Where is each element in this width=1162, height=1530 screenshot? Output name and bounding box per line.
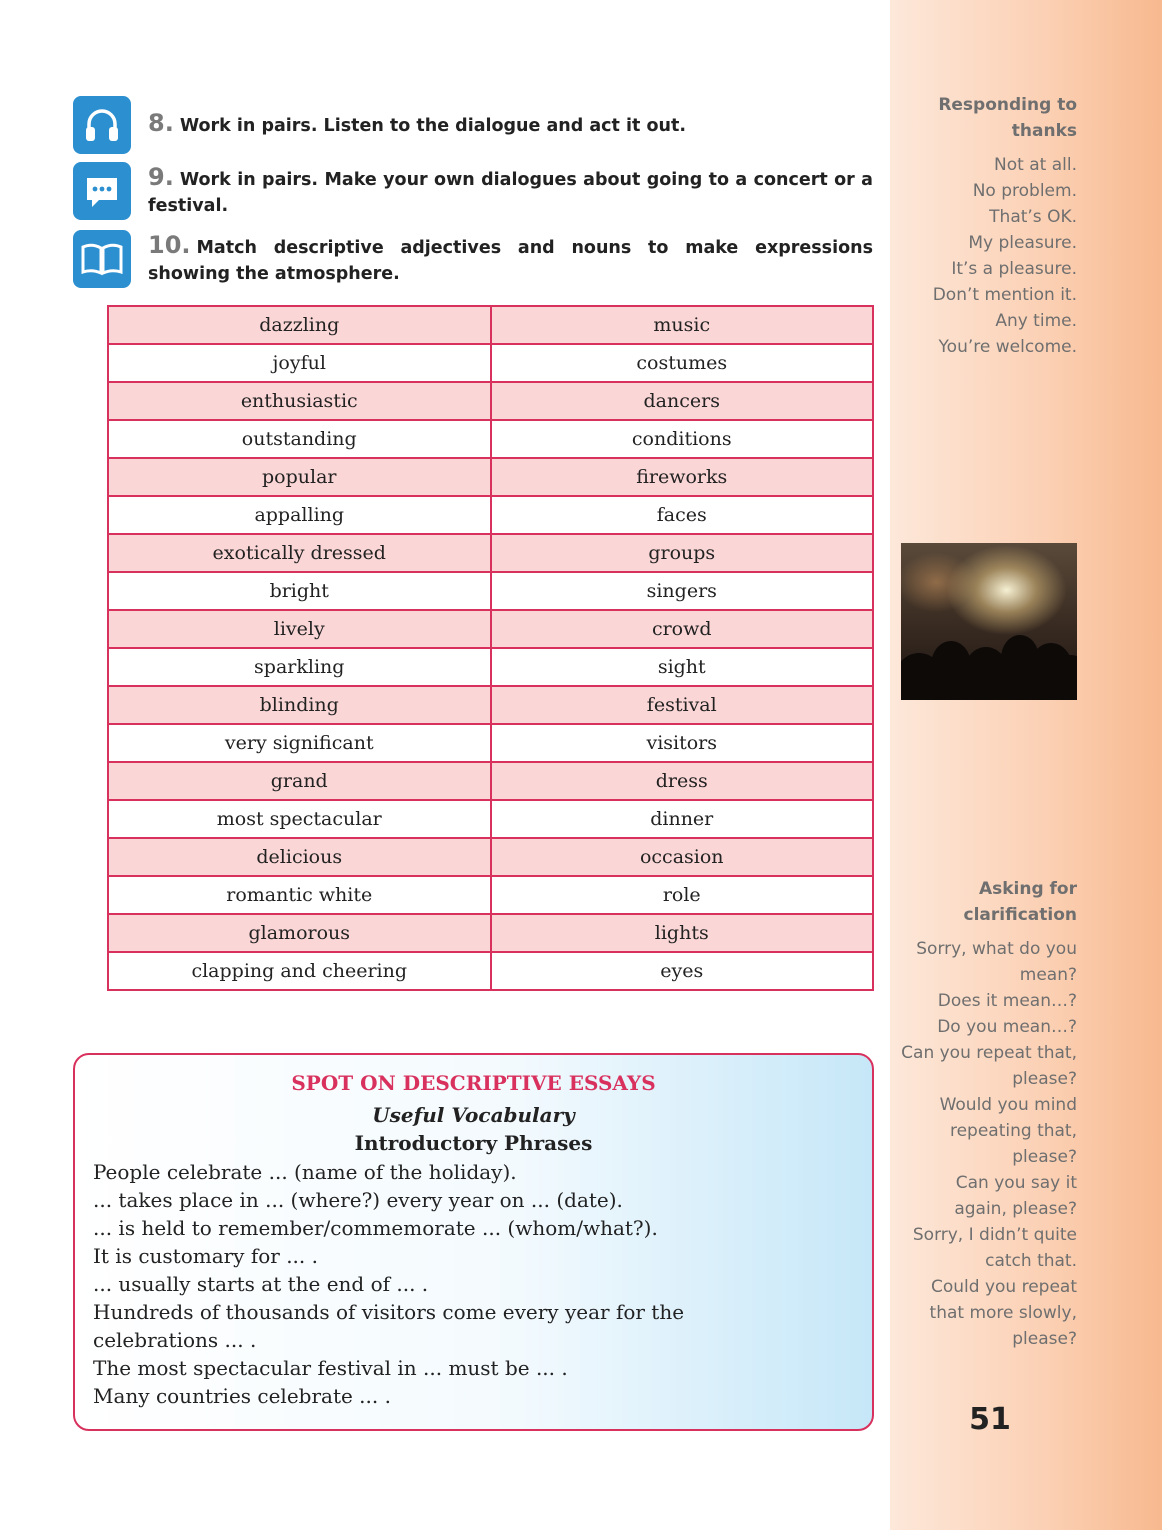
open-book-icon — [73, 230, 131, 288]
adjective-cell: exotically dressed — [108, 534, 491, 572]
phrase: that more slowly, — [929, 1303, 1077, 1323]
table-row — [108, 876, 873, 914]
phrase-line: ... takes place in ... (where?) every year on ... (date). — [93, 1188, 623, 1212]
phrase-line: The most spectacular festival in ... must be ... . — [93, 1356, 568, 1380]
noun-cell: dress — [491, 762, 874, 800]
adjective-cell: popular — [108, 458, 491, 496]
headphones-icon — [73, 96, 131, 154]
phrase: Not at all. — [994, 155, 1077, 175]
table-row — [108, 724, 873, 762]
table-row — [108, 800, 873, 838]
phrase: That’s OK. — [989, 207, 1077, 227]
adjective-cell: dazzling — [108, 306, 491, 344]
phrase: mean? — [1019, 965, 1077, 985]
phrase: Could you repeat — [930, 1277, 1077, 1297]
adjective-cell: clapping and cheering — [108, 952, 491, 990]
table-row — [108, 458, 873, 496]
adjective-cell: grand — [108, 762, 491, 800]
phrase-list — [93, 1158, 853, 1410]
adjective-cell: glamorous — [108, 914, 491, 952]
noun-cell: conditions — [491, 420, 874, 458]
phrase: Sorry, what do you — [916, 939, 1077, 959]
phrase: Sorry, I didn’t quite — [912, 1225, 1077, 1245]
noun-cell: music — [491, 306, 874, 344]
phrase-line: celebrations ... . — [93, 1328, 257, 1352]
phrase: please? — [1012, 1147, 1077, 1167]
task-8: 8. Work in pairs. Listen to the dialogue and act it out. — [148, 109, 686, 137]
adjective-cell: romantic white — [108, 876, 491, 914]
phrase: repeating that, — [949, 1121, 1077, 1141]
phrase: Can you say it — [955, 1173, 1077, 1193]
noun-cell: eyes — [491, 952, 874, 990]
table-row — [108, 420, 873, 458]
table-row — [108, 344, 873, 382]
noun-cell: singers — [491, 572, 874, 610]
phrase-line: People celebrate ... (name of the holiday). — [93, 1160, 517, 1184]
clarification-heading: Asking for clarification — [963, 879, 1077, 925]
noun-cell: faces — [491, 496, 874, 534]
phrase: again, please? — [954, 1199, 1077, 1219]
adjective-cell: joyful — [108, 344, 491, 382]
adjective-cell: delicious — [108, 838, 491, 876]
spot-on-title: SPOT ON DESCRIPTIVE ESSAYS — [291, 1071, 656, 1095]
phrase: Do you mean…? — [937, 1017, 1077, 1037]
phrase: Any time. — [995, 311, 1077, 331]
adjective-cell: very significant — [108, 724, 491, 762]
noun-cell: dancers — [491, 382, 874, 420]
noun-cell: lights — [491, 914, 874, 952]
fireworks-crowd-photo — [901, 543, 1077, 700]
phrase-line: Hundreds of thousands of visitors come every year for the — [93, 1300, 685, 1324]
phrase-line: It is customary for ... . — [93, 1244, 318, 1268]
table-row — [108, 952, 873, 990]
adjective-cell: sparkling — [108, 648, 491, 686]
noun-cell: occasion — [491, 838, 874, 876]
phrase: catch that. — [985, 1251, 1077, 1271]
adjective-cell: blinding — [108, 686, 491, 724]
table-row — [108, 572, 873, 610]
adjective-cell: appalling — [108, 496, 491, 534]
phrase: Does it mean…? — [937, 991, 1077, 1011]
responding-to-thanks-block — [933, 92, 1077, 360]
table-row — [108, 534, 873, 572]
asking-for-clarification-block — [901, 876, 1077, 1352]
matching-table — [107, 305, 874, 991]
noun-cell: role — [491, 876, 874, 914]
phrase: Can you repeat that, — [901, 1043, 1077, 1063]
adjective-cell: outstanding — [108, 420, 491, 458]
phrase: My pleasure. — [968, 233, 1077, 253]
table-row — [108, 496, 873, 534]
table-row — [108, 648, 873, 686]
phrase-line: ... usually starts at the end of ... . — [93, 1272, 429, 1296]
noun-cell: dinner — [491, 800, 874, 838]
phrase: You’re welcome. — [938, 337, 1077, 357]
noun-cell: crowd — [491, 610, 874, 648]
useful-vocabulary-subtitle: Useful Vocabulary — [372, 1103, 575, 1127]
speech-bubble-icon — [73, 162, 131, 220]
phrase: Would you mind — [939, 1095, 1077, 1115]
noun-cell: visitors — [491, 724, 874, 762]
adjective-cell: enthusiastic — [108, 382, 491, 420]
phrase: please? — [1012, 1069, 1077, 1089]
page-number: 51 — [969, 1402, 1011, 1437]
table-row — [108, 762, 873, 800]
phrase: It’s a pleasure. — [951, 259, 1077, 279]
noun-cell: costumes — [491, 344, 874, 382]
noun-cell: festival — [491, 686, 874, 724]
task-9: 9. Work in pairs. Make your own dialogues about going to a concert or a festival. — [148, 163, 873, 216]
table-row — [108, 610, 873, 648]
table-row — [108, 838, 873, 876]
phrase: No problem. — [972, 181, 1077, 201]
table-row — [108, 914, 873, 952]
noun-cell: groups — [491, 534, 874, 572]
table-row — [108, 382, 873, 420]
phrase-line: ... is held to remember/commemorate ... (whom/what?). — [93, 1216, 658, 1240]
adjective-cell: lively — [108, 610, 491, 648]
adjective-cell: most spectacular — [108, 800, 491, 838]
introductory-phrases-heading: Introductory Phrases — [354, 1131, 593, 1155]
phrase: please? — [1012, 1329, 1077, 1349]
noun-cell: fireworks — [491, 458, 874, 496]
phrase: Don’t mention it. — [932, 285, 1077, 305]
task-10: 10. Match descriptive adjectives and nouns to make expressions showing the atmosphere. — [148, 231, 873, 284]
responding-heading: Responding to thanks — [938, 95, 1077, 141]
noun-cell: sight — [491, 648, 874, 686]
adjective-cell: bright — [108, 572, 491, 610]
phrase-line: Many countries celebrate ... . — [93, 1384, 391, 1408]
spot-on-box — [73, 1053, 874, 1431]
table-row — [108, 686, 873, 724]
table-row — [108, 306, 873, 344]
